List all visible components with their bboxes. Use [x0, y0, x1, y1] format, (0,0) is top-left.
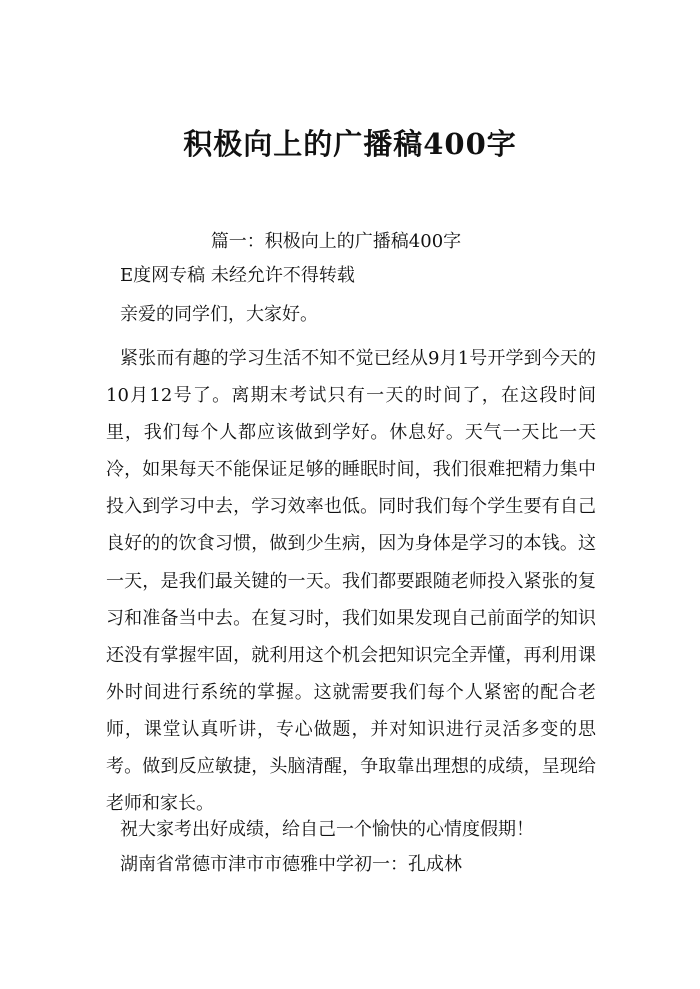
- closing-line: 祝大家考出好成绩，给自己一个愉快的心情度假期！: [120, 819, 534, 840]
- body-paragraph: 紧张而有趣的学习生活不知不觉已经从9月1号开学到今天的10月12号了。离期末考试只有一天的时间了，在这段时间里，我们每个人都应该做到学好。休息好。天气一天比一天冷，如果每天不能保证足够的睡眠时间，我们很难把精力集中投入到学习中去，学习效率也低。同时我们每个学生要有自己良好的的饮食习惯，做到少生病，因为身体是学习的本钱。这一天，是我们最关键的一天。我们都要跟随老师投入紧张的复习和准备当中去。在复习时，我们如果发现自己前面学的知识还没有掌握牢固，就利用这个机会把知识完全弄懂，再利用课外时间进行系统的掌握。这就需要我们每个人紧密的配合老师，课堂认真听讲，专心做题，并对知识进行灵活多变的思考。做到反应敏捷，头脑清醒，争取靠出理想的成绩，呈现给老师和家长。: [106, 348, 596, 815]
- signature: 湖南省常德市津市市德雅中学初一：孔成林: [120, 854, 462, 875]
- source-note: E度网专稿 未经允许不得转载: [120, 265, 355, 286]
- greeting: 亲爱的同学们，大家好。: [120, 304, 318, 325]
- document-subtitle: 篇一：积极向上的广播稿400字: [210, 231, 462, 252]
- document-title: 积极向上的广播稿400字: [183, 127, 517, 161]
